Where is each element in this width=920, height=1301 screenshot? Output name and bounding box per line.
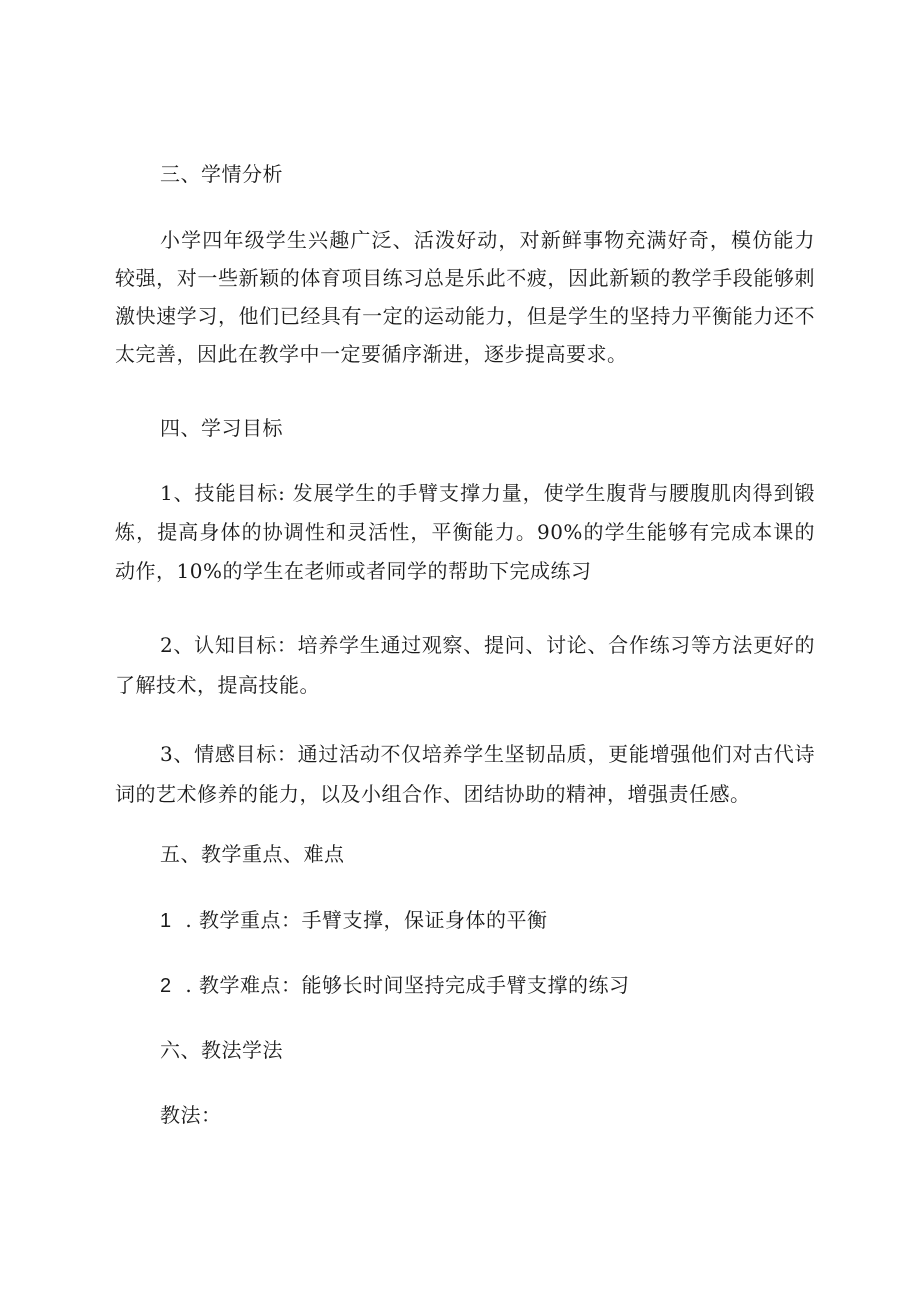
goal-skill-paragraph: 1、技能目标: 发展学生的手臂支撑力量，使学生腹背与腰腹肌肉得到锻炼，提高身体的协调性和灵活性，平衡能力。90%的学生能够有完成本课的动作，10%的学生在老师或者同学的帮助下完成练习 <box>115 481 815 583</box>
key-point-item-2-number: 2 <box>160 975 172 997</box>
goal-emotional-paragraph: 3、情感目标：通过活动不仅培养学生坚韧品质，更能增强他们对古代诗词的艺术修养的能力，以及小组合作、团结协助的精神，增强责任感。 <box>115 742 815 806</box>
key-point-item-1 <box>115 902 860 939</box>
section-heading-learning-goals: 四、学习目标 <box>160 416 283 440</box>
goal-cognitive-paragraph: 2、认知目标：培养学生通过观察、提问、讨论、合作练习等方法更好的了解技术，提高技能。 <box>115 633 815 697</box>
section-heading-learning-analysis: 三、学情分析 <box>160 162 283 186</box>
learning-analysis-paragraph: 小学四年级学生兴趣广泛、活泼好动，对新鲜事物充满好奇，模仿能力较强，对一些新颖的体育项目练习总是乐此不疲，因此新颖的教学手段能够刺激快速学习，他们已经具有一定的运动能力，但是学生的坚持力平衡能力还不太完善，因此在教学中一定要循序渐进，逐步提高要求。 <box>115 228 815 366</box>
section-heading-methods: 六、教法学法 <box>160 1038 283 1062</box>
key-point-item-1-number: 1 <box>160 910 172 932</box>
key-point-item-1-text: . 教学重点：手臂支撑，保证身体的平衡 <box>185 908 548 932</box>
key-point-item-2 <box>115 967 860 1004</box>
section-heading-key-points: 五、教学重点、难点 <box>160 842 345 866</box>
key-point-item-2-text: . 教学难点：能够长时间坚持完成手臂支撑的练习 <box>185 973 630 997</box>
teaching-method-label: 教法： <box>160 1103 222 1127</box>
